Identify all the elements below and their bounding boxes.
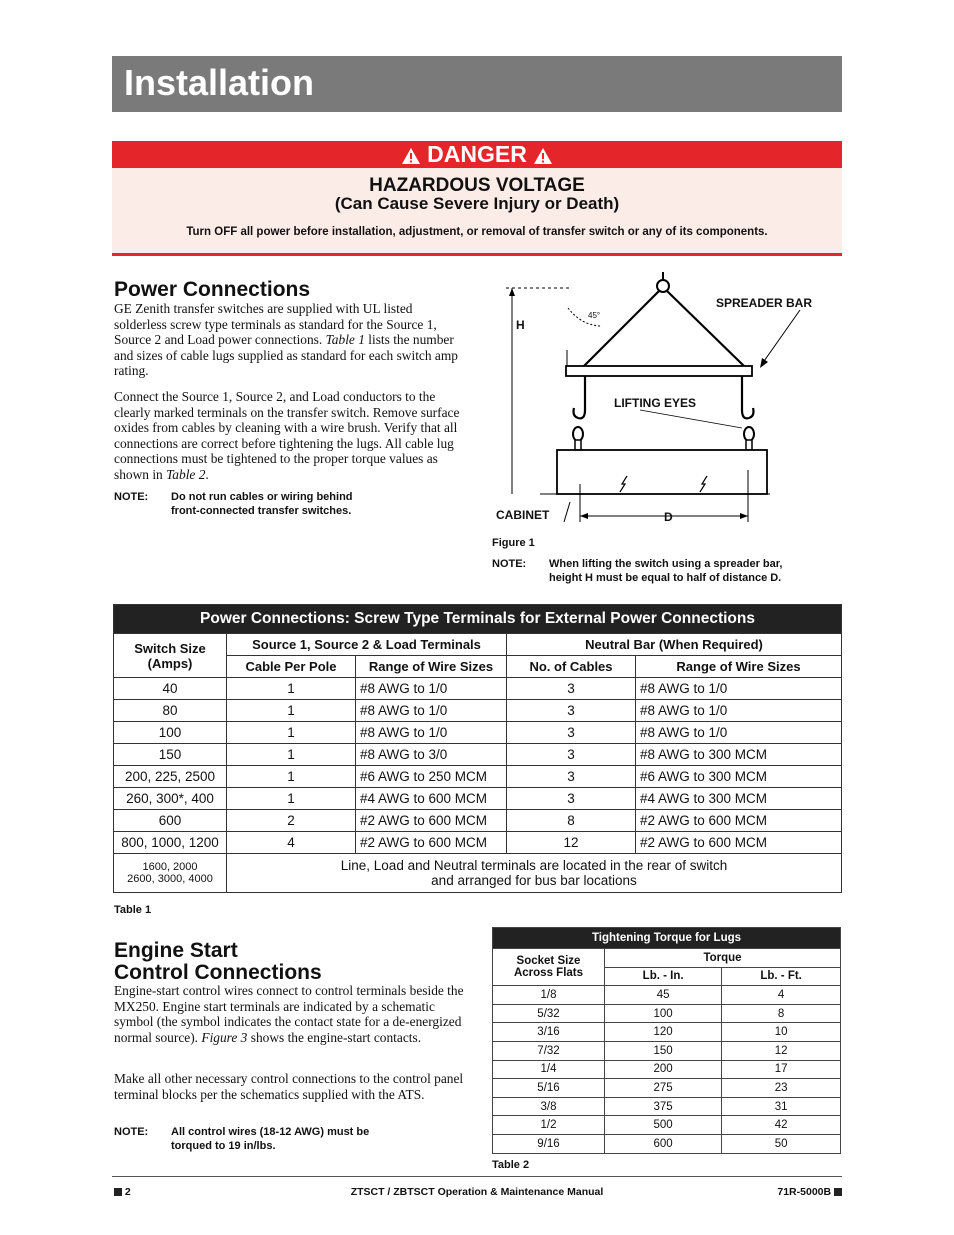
page-title: Installation xyxy=(124,62,315,103)
table-cell: 600 xyxy=(605,1134,722,1153)
header-text: Socket Size xyxy=(516,955,581,968)
table-cell: 120 xyxy=(605,1023,722,1042)
power-note xyxy=(114,490,464,520)
table-cell: 1 xyxy=(227,788,356,810)
power-connections-table xyxy=(113,604,842,893)
table-cell: 1 xyxy=(227,678,356,700)
table-cell: #8 AWG to 1/0 xyxy=(356,700,507,722)
table-row xyxy=(493,986,841,1005)
figure-note xyxy=(492,557,842,587)
table-row xyxy=(493,1116,841,1135)
table-cell: #8 AWG to 1/0 xyxy=(356,678,507,700)
hazard-subtitle: (Can Cause Severe Injury or Death) xyxy=(334,194,620,213)
table-cell: #8 AWG to 1/0 xyxy=(636,722,842,744)
engine-start-heading xyxy=(114,940,322,984)
spreader-bar-label: SPREADER BAR xyxy=(716,296,813,310)
table-row xyxy=(114,832,842,854)
note-text: front-connected transfer switches. xyxy=(171,505,352,517)
table-cell: 3 xyxy=(507,744,636,766)
table-cell: 275 xyxy=(605,1079,722,1098)
table-cell: 100 xyxy=(605,1004,722,1023)
heading-line: Engine Start xyxy=(114,939,238,962)
table-cell: 31 xyxy=(722,1097,841,1116)
table-cell: #2 AWG to 600 MCM xyxy=(636,832,842,854)
table-cell: 1 xyxy=(227,744,356,766)
power-paragraph-2 xyxy=(114,389,464,482)
table-cell: 17 xyxy=(722,1060,841,1079)
header-neutral: Neutral Bar (When Required) xyxy=(507,634,842,656)
engine-paragraph-1 xyxy=(114,983,464,1045)
note-text: torqued to 19 in/lbs. xyxy=(171,1140,276,1152)
table-cell: 3 xyxy=(507,700,636,722)
table-2-label: Table 2 xyxy=(492,1159,530,1171)
table-cell: 1 xyxy=(227,700,356,722)
table-cell: 8 xyxy=(722,1004,841,1023)
table-cell: 600 xyxy=(114,810,227,832)
table-cell: 500 xyxy=(605,1116,722,1135)
page-number: 2 xyxy=(124,1186,131,1198)
note-label: NOTE: xyxy=(492,558,527,570)
table-cell: 1 xyxy=(227,722,356,744)
angle-label: 45° xyxy=(588,311,601,320)
text: GE Zenith transfer switches are supplied with UL listed solderless screw type terminals as standard for the Source 1, Source 2 and Load power connections. xyxy=(114,301,437,347)
header-no-cables: No. of Cables xyxy=(507,656,636,678)
header-text: Switch Size xyxy=(134,640,206,656)
table-cell: 100 xyxy=(114,722,227,744)
footer-doc xyxy=(600,1186,842,1198)
header-wire-range-neutral: Range of Wire Sizes xyxy=(636,656,842,678)
torque-table xyxy=(492,927,841,1154)
text: shows the engine-start contacts. xyxy=(247,1029,422,1045)
table-cell: 7/32 xyxy=(493,1041,605,1060)
table-cell: 12 xyxy=(507,832,636,854)
hazard-title: HAZARDOUS VOLTAGE xyxy=(369,175,585,196)
table-row xyxy=(114,700,842,722)
table-cell: 150 xyxy=(605,1041,722,1060)
table-cell: #2 AWG to 600 MCM xyxy=(356,810,507,832)
table-caption: Tightening Torque for Lugs xyxy=(493,928,841,949)
table-cell: #6 AWG to 300 MCM xyxy=(636,766,842,788)
warning-icon xyxy=(533,147,553,165)
table-cell xyxy=(114,854,227,893)
table-row xyxy=(114,810,842,832)
cell-text: and arranged for bus bar locations xyxy=(431,873,637,888)
table-row xyxy=(114,788,842,810)
table-cell: #2 AWG to 600 MCM xyxy=(356,832,507,854)
square-icon xyxy=(834,1188,842,1196)
table-cell: #6 AWG to 250 MCM xyxy=(356,766,507,788)
table-cell: 3 xyxy=(507,766,636,788)
table-row xyxy=(493,1079,841,1098)
cell-text: 2600, 3000, 4000 xyxy=(127,873,213,885)
table-cell: 150 xyxy=(114,744,227,766)
note-text: When lifting the switch using a spreader bar, xyxy=(549,558,783,570)
table-row xyxy=(493,1004,841,1023)
lifting-eyes-label: LIFTING EYES xyxy=(614,396,697,410)
table-cell: 50 xyxy=(722,1134,841,1153)
power-connections-heading: Power Connections xyxy=(114,278,311,301)
h-label: H xyxy=(516,318,525,332)
header-text: (Amps) xyxy=(147,655,193,671)
table-cell: 200, 225, 2500 xyxy=(114,766,227,788)
table-ref: Table 2 xyxy=(166,466,206,482)
table-cell: 1/4 xyxy=(493,1060,605,1079)
d-label: D xyxy=(664,510,673,524)
table-cell: 12 xyxy=(722,1041,841,1060)
table-row xyxy=(114,744,842,766)
header-text: Across Flats xyxy=(513,967,584,980)
note-label: NOTE: xyxy=(114,491,149,503)
header-wire-range: Range of Wire Sizes xyxy=(356,656,507,678)
text: Engine-start control wires connect to control terminals beside the MX250. Engine start terminals are indicated by a schematic symbol (the symbol indicates the contact state for a de-energized normal source). xyxy=(114,983,464,1045)
table-cell: 40 xyxy=(114,678,227,700)
table-cell: #4 AWG to 600 MCM xyxy=(356,788,507,810)
table-cell: 2 xyxy=(227,810,356,832)
table-cell: 200 xyxy=(605,1060,722,1079)
figure-caption: Figure 1 xyxy=(492,537,535,549)
table-cell: #8 AWG to 3/0 xyxy=(356,744,507,766)
table-cell: 3 xyxy=(507,722,636,744)
footer-rule xyxy=(112,1176,842,1177)
header-cable-per-pole: Cable Per Pole xyxy=(227,656,356,678)
table-cell: 375 xyxy=(605,1097,722,1116)
text: . xyxy=(205,466,209,482)
engine-paragraph-2 xyxy=(114,1071,464,1102)
note-text: All control wires (18-12 AWG) must be xyxy=(171,1126,370,1138)
table-cell: #8 AWG to 1/0 xyxy=(636,700,842,722)
table-cell: 42 xyxy=(722,1116,841,1135)
table-cell: #4 AWG to 300 MCM xyxy=(636,788,842,810)
table-cell: 3/8 xyxy=(493,1097,605,1116)
header-source: Source 1, Source 2 & Load Terminals xyxy=(227,634,507,656)
table-cell: 5/32 xyxy=(493,1004,605,1023)
table-cell: 4 xyxy=(227,832,356,854)
table-row xyxy=(114,722,842,744)
hazard-text: Turn OFF all power before installation, adjustment, or removal of transfer switch or any of its components. xyxy=(186,226,768,238)
table-cell: 3 xyxy=(507,788,636,810)
table-ref: Table 1 xyxy=(325,332,365,347)
table-cell: 1 xyxy=(227,766,356,788)
table-cell: 8 xyxy=(507,810,636,832)
header-switch-size xyxy=(114,634,227,678)
figure-ref: Figure 3 xyxy=(201,1029,248,1045)
note-text: height H must be equal to half of distance D. xyxy=(549,572,782,584)
table-row xyxy=(114,766,842,788)
cell-text: Line, Load and Neutral terminals are located in the rear of switch xyxy=(340,858,728,873)
table-cell: 3 xyxy=(507,678,636,700)
table-cell: 45 xyxy=(605,986,722,1005)
table-cell: 800, 1000, 1200 xyxy=(114,832,227,854)
table-cell: 5/16 xyxy=(493,1079,605,1098)
power-paragraph-1 xyxy=(114,301,464,379)
table-cell: #8 AWG to 300 MCM xyxy=(636,744,842,766)
table-row xyxy=(493,1023,841,1042)
note-label: NOTE: xyxy=(114,1126,149,1138)
table-row xyxy=(493,1097,841,1116)
table-cell: 3/16 xyxy=(493,1023,605,1042)
header-lb-ft: Lb. - Ft. xyxy=(722,967,841,986)
table-cell xyxy=(227,854,842,893)
table-cell: 23 xyxy=(722,1079,841,1098)
table-1-label: Table 1 xyxy=(114,904,152,916)
table-cell: #2 AWG to 600 MCM xyxy=(636,810,842,832)
table-cell: 80 xyxy=(114,700,227,722)
cell-text: 1600, 2000 xyxy=(142,861,198,873)
engine-note xyxy=(114,1125,464,1155)
table-cell: #8 AWG to 1/0 xyxy=(356,722,507,744)
header-socket-size xyxy=(493,949,605,986)
header-lb-in: Lb. - In. xyxy=(605,967,722,986)
footer-title: ZTSCT / ZBTSCT Operation & Maintenance Manual xyxy=(350,1186,604,1198)
note-text: Do not run cables or wiring behind xyxy=(171,491,353,503)
warning-icon xyxy=(401,147,421,165)
text: Connect the Source 1, Source 2, and Load conductors to the clearly marked terminals on the transfer switch. Remove surface oxides from cables by cleaning with a wire brush. Verify that all connections are correct before tightening the lugs. All cable lug connections must be tightened to the proper torque values as shown in xyxy=(114,389,460,482)
doc-number: 71R-5000B xyxy=(777,1186,832,1198)
table-cell: 9/16 xyxy=(493,1134,605,1153)
text: Make all other necessary control connections to the control panel terminal blocks per the schematics supplied with the ATS. xyxy=(114,1071,464,1102)
table-caption: Power Connections: Screw Type Terminals for External Power Connections xyxy=(114,605,842,634)
table-cell: 260, 300*, 400 xyxy=(114,788,227,810)
heading-line: Control Connections xyxy=(114,961,322,984)
table-row xyxy=(493,1041,841,1060)
text: lists the number and sizes of cable lugs supplied as standard for each switch amp rating. xyxy=(114,332,458,378)
table-cell: 1/2 xyxy=(493,1116,605,1135)
danger-label: DANGER xyxy=(427,141,527,167)
danger-banner xyxy=(112,141,842,168)
table-row xyxy=(493,1134,841,1153)
table-cell: #8 AWG to 1/0 xyxy=(636,678,842,700)
table-row xyxy=(493,1060,841,1079)
header-torque: Torque xyxy=(605,949,841,968)
table-row xyxy=(114,678,842,700)
cabinet-label: CABINET xyxy=(496,508,550,522)
table-cell: 10 xyxy=(722,1023,841,1042)
table-cell: 1/8 xyxy=(493,986,605,1005)
table-cell: 4 xyxy=(722,986,841,1005)
